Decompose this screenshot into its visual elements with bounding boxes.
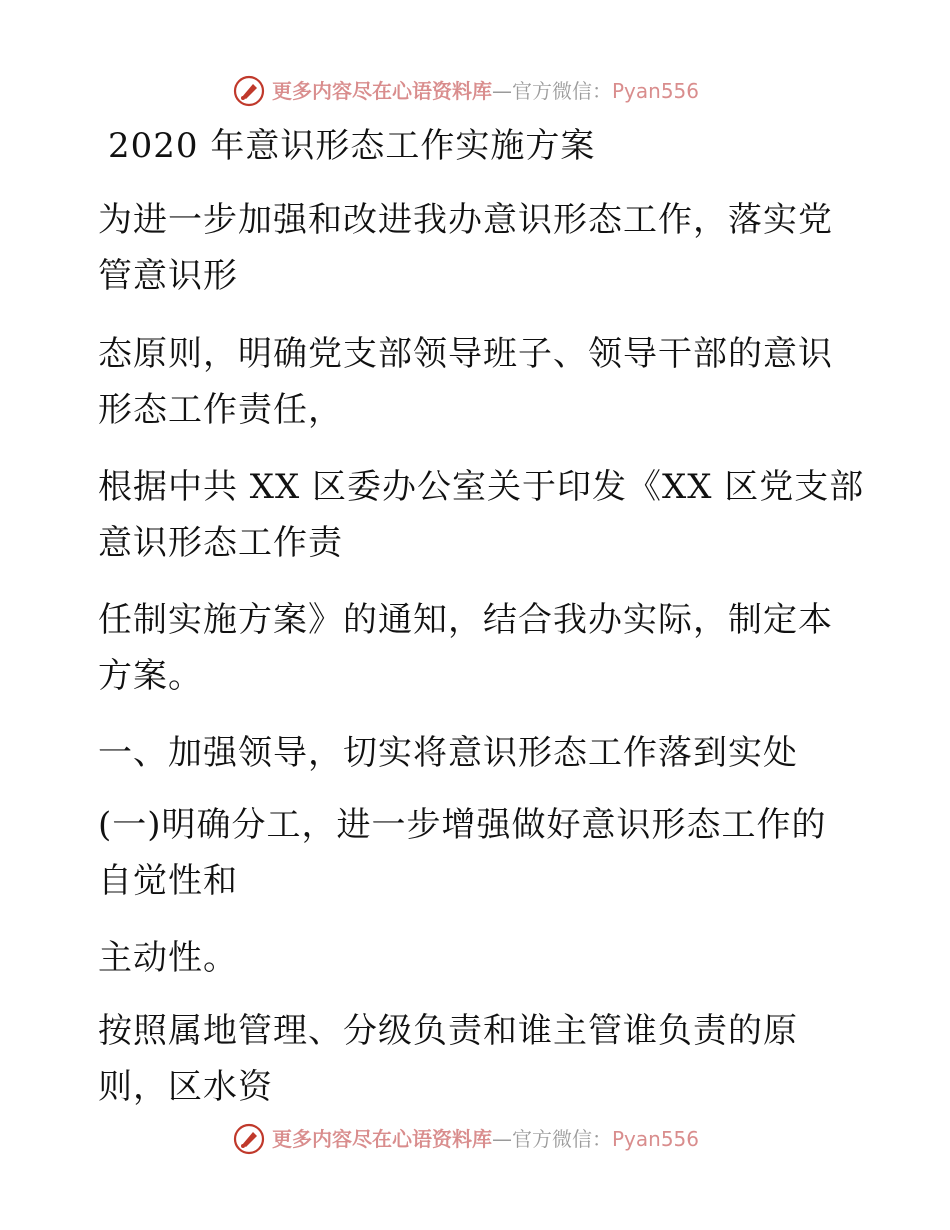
paragraph-line: 主动性。 <box>98 938 238 978</box>
paragraph-line: 形态工作责任， <box>98 390 343 430</box>
watermark-wechat-id: Pyan556 <box>612 79 700 103</box>
paragraph-line: 方案。 <box>98 656 203 696</box>
paragraph-line: 态原则，明确党支部领导班子、领导干部的意识 <box>98 334 833 374</box>
paragraph-line: 则，区水资 <box>98 1067 273 1107</box>
pen-nib-circle-icon <box>233 1123 265 1155</box>
subsection-heading: (一)明确分工，进一步增强做好意识形态工作的 <box>98 805 827 845</box>
watermark-main: 更多内容尽在心语资料库 <box>272 79 492 103</box>
watermark-dash: — <box>492 79 512 103</box>
paragraph-line: 管意识形 <box>98 256 238 296</box>
section-heading: 一、加强领导，切实将意识形态工作落到实处 <box>98 733 798 773</box>
watermark-banner-bottom <box>0 1120 950 1160</box>
watermark-wechat-label: 官方微信： <box>512 79 612 103</box>
watermark-wechat-label: 官方微信： <box>512 1127 612 1151</box>
watermark-banner-top <box>0 72 950 112</box>
watermark-dash: — <box>492 1127 512 1151</box>
pen-nib-circle-icon <box>233 75 265 107</box>
watermark-text <box>272 78 699 104</box>
paragraph-line: 按照属地管理、分级负责和谁主管谁负责的原 <box>98 1011 798 1051</box>
watermark-main: 更多内容尽在心语资料库 <box>272 1127 492 1151</box>
paragraph-line: 意识形态工作责 <box>98 523 343 563</box>
paragraph-line: 自觉性和 <box>98 861 238 901</box>
watermark-text <box>272 1126 699 1152</box>
paragraph-line: 任制实施方案》的通知，结合我办实际，制定本 <box>98 600 833 640</box>
paragraph-line: 为进一步加强和改进我办意识形态工作，落实党 <box>98 200 833 240</box>
document-title: 2020 年意识形态工作实施方案 <box>108 126 596 166</box>
paragraph-line: 根据中共 XX 区委办公室关于印发《XX 区党支部 <box>98 467 865 507</box>
watermark-wechat-id: Pyan556 <box>612 1127 700 1151</box>
